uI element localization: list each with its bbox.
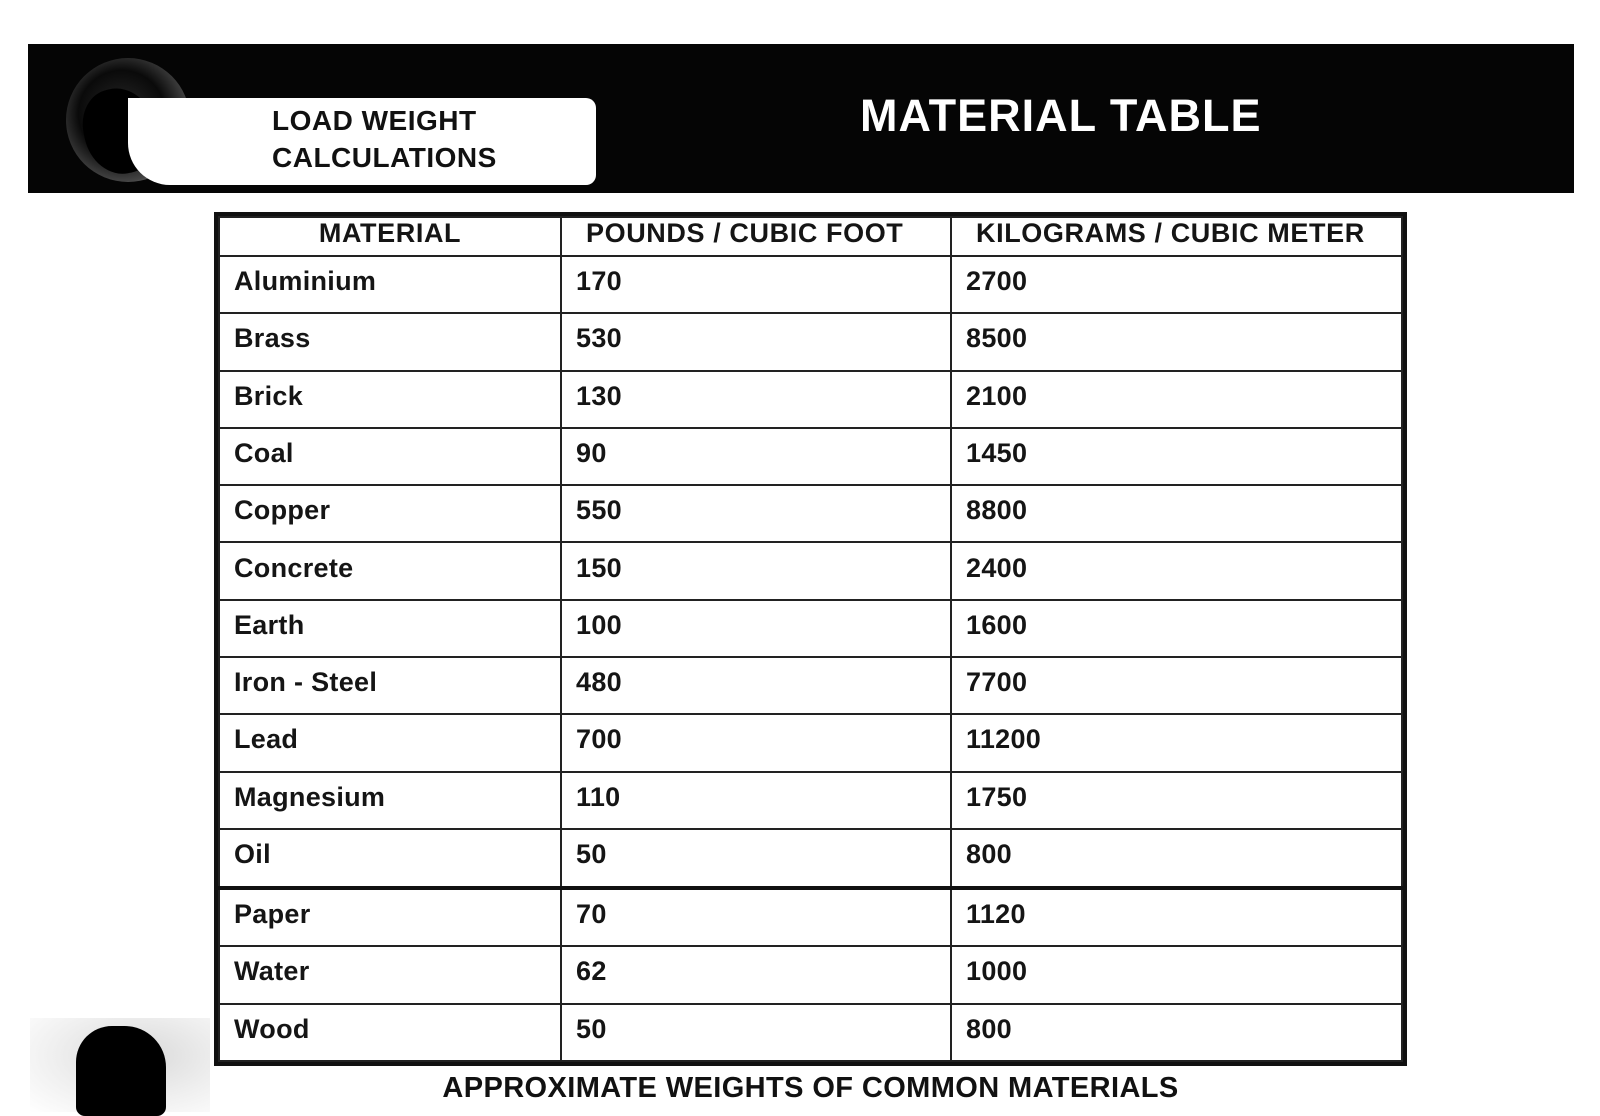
table-row: [219, 600, 1402, 657]
kilograms-value: 1600: [951, 600, 1402, 657]
pounds-value: 70: [561, 888, 951, 947]
material-name: Brick: [219, 371, 561, 428]
material-name: Magnesium: [219, 772, 561, 829]
kilograms-value: 7700: [951, 657, 1402, 714]
pounds-value: 90: [561, 428, 951, 485]
table-row: [219, 946, 1402, 1003]
material-name: Brass: [219, 313, 561, 370]
material-name: Iron - Steel: [219, 657, 561, 714]
material-name: Concrete: [219, 542, 561, 599]
kilograms-value: 2700: [951, 256, 1402, 313]
kilograms-value: 11200: [951, 714, 1402, 771]
table-row: [219, 313, 1402, 370]
pounds-value: 100: [561, 600, 951, 657]
material-name: Water: [219, 946, 561, 1003]
material-name: Aluminium: [219, 256, 561, 313]
kilograms-value: 8500: [951, 313, 1402, 370]
pounds-value: 480: [561, 657, 951, 714]
pounds-value: 700: [561, 714, 951, 771]
table-caption: APPROXIMATE WEIGHTS OF COMMON MATERIALS: [442, 1072, 1179, 1104]
material-name: Wood: [219, 1004, 561, 1061]
material-name: Copper: [219, 485, 561, 542]
subtitle-line-2: CALCULATIONS: [272, 142, 497, 173]
kilograms-value: 1750: [951, 772, 1402, 829]
pounds-value: 62: [561, 946, 951, 1003]
pounds-value: 530: [561, 313, 951, 370]
column-header-kilograms: KILOGRAMS / CUBIC METER: [951, 217, 1402, 256]
table-row: [219, 888, 1402, 947]
table-row: [219, 1004, 1402, 1061]
table-row: [219, 428, 1402, 485]
material-name: Earth: [219, 600, 561, 657]
kilograms-value: 2100: [951, 371, 1402, 428]
table-row: [219, 772, 1402, 829]
pounds-value: 110: [561, 772, 951, 829]
kilograms-value: 800: [951, 829, 1402, 888]
table-row: [219, 371, 1402, 428]
subtitle-line-1: LOAD WEIGHT: [272, 105, 477, 136]
pounds-value: 50: [561, 829, 951, 888]
table-row: [219, 542, 1402, 599]
table-row: [219, 829, 1402, 888]
pounds-value: 150: [561, 542, 951, 599]
redaction-mark: [76, 1026, 166, 1116]
material-name: Paper: [219, 888, 561, 947]
kilograms-value: 8800: [951, 485, 1402, 542]
material-name: Coal: [219, 428, 561, 485]
kilograms-value: 1120: [951, 888, 1402, 947]
material-table: [214, 212, 1407, 1066]
material-name: Oil: [219, 829, 561, 888]
pounds-value: 130: [561, 371, 951, 428]
table-header-row: [219, 217, 1402, 256]
pounds-value: 170: [561, 256, 951, 313]
column-header-pounds: POUNDS / CUBIC FOOT: [561, 217, 951, 256]
subtitle: [272, 102, 582, 176]
table-row: [219, 714, 1402, 771]
column-header-material: MATERIAL: [219, 217, 561, 256]
table-row: [219, 256, 1402, 313]
table-row: [219, 657, 1402, 714]
kilograms-value: 1450: [951, 428, 1402, 485]
pounds-value: 50: [561, 1004, 951, 1061]
kilograms-value: 800: [951, 1004, 1402, 1061]
page-title: MATERIAL TABLE: [860, 90, 1262, 141]
kilograms-value: 1000: [951, 946, 1402, 1003]
table-row: [219, 485, 1402, 542]
pounds-value: 550: [561, 485, 951, 542]
material-name: Lead: [219, 714, 561, 771]
kilograms-value: 2400: [951, 542, 1402, 599]
